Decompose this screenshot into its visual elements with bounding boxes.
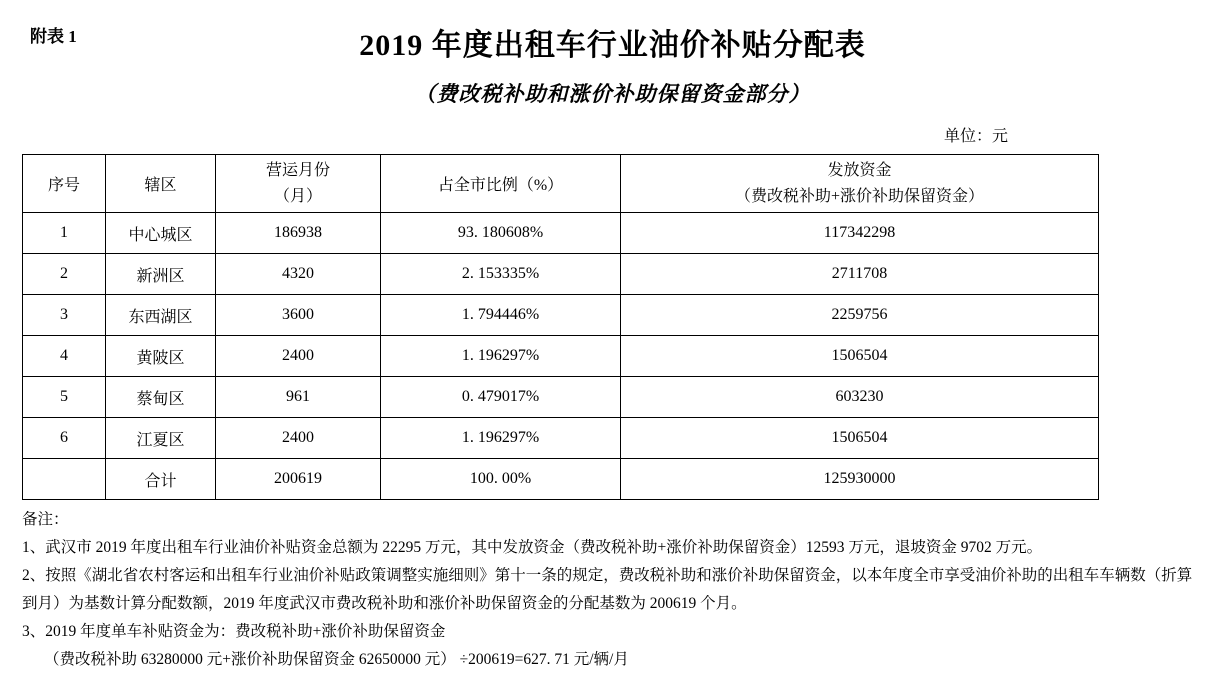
note-item-2: 2、按照《湖北省农村客运和出租车行业油价补贴政策调整实施细则》第十一条的规定，费改税补助和涨价补助保留资金，以本年度全市享受油价补助的出租车车辆数（折算到月）为基数计算分配数额，2019 年度武汉市费改税补助和涨价补助保留资金的分配基数为 200619 个月。 — [22, 567, 1193, 613]
col-header-ratio: 占全市比例（%） — [381, 155, 621, 213]
table-header-row — [23, 155, 1099, 213]
cell-district: 黄陂区 — [106, 336, 216, 377]
cell-amount: 117342298 — [621, 213, 1099, 254]
table-row — [23, 254, 1099, 295]
cell-amount: 2259756 — [621, 295, 1099, 336]
cell-months: 200619 — [216, 459, 381, 500]
col-header-months-line2: （月） — [273, 187, 322, 205]
cell-ratio: 2. 153335% — [381, 254, 621, 295]
col-header-amount-line1: 发放资金 — [827, 161, 892, 179]
notes-section — [22, 506, 1207, 674]
subsidy-table — [22, 154, 1099, 500]
cell-district: 江夏区 — [106, 418, 216, 459]
col-header-seq: 序号 — [23, 155, 106, 213]
page-subtitle: （费改税补助和涨价补助保留资金部分） — [414, 82, 811, 106]
cell-ratio: 100. 00% — [381, 459, 621, 500]
col-header-amount — [621, 155, 1099, 213]
note-item-3-formula: （费改税补助 63280000 元+涨价补助保留资金 62650000 元） ÷200619=627. 71 元/辆/月 — [44, 651, 629, 669]
table-row — [23, 377, 1099, 418]
cell-ratio: 93. 180608% — [381, 213, 621, 254]
table-row — [23, 295, 1099, 336]
col-header-months — [216, 155, 381, 213]
cell-seq — [23, 459, 106, 500]
cell-district: 新洲区 — [106, 254, 216, 295]
col-header-amount-line2: （费改税补助+涨价补助保留资金） — [734, 187, 985, 205]
cell-amount: 125930000 — [621, 459, 1099, 500]
cell-amount: 1506504 — [621, 336, 1099, 377]
note-item-1: 1、武汉市 2019 年度出租车行业油价补贴资金总额为 22295 万元，其中发放资金（费改税补助+涨价补助保留资金）12593 万元，退坡资金 9702 万元。 — [22, 539, 1043, 557]
cell-amount: 2711708 — [621, 254, 1099, 295]
cell-district: 蔡甸区 — [106, 377, 216, 418]
table-row — [23, 336, 1099, 377]
cell-seq: 4 — [23, 336, 106, 377]
attachment-label: 附表 1 — [30, 27, 77, 46]
table-row — [23, 418, 1099, 459]
cell-ratio: 1. 794446% — [381, 295, 621, 336]
unit-note: 单位：元 — [943, 128, 1008, 146]
cell-ratio: 1. 196297% — [381, 336, 621, 377]
cell-seq: 2 — [23, 254, 106, 295]
cell-seq: 3 — [23, 295, 106, 336]
cell-amount: 1506504 — [621, 418, 1099, 459]
cell-months: 2400 — [216, 418, 381, 459]
cell-months: 2400 — [216, 336, 381, 377]
cell-seq: 5 — [23, 377, 106, 418]
table-row-total — [23, 459, 1099, 500]
page-title: 2019 年度出租车行业油价补贴分配表 — [359, 29, 866, 62]
col-header-months-line1: 营运月份 — [265, 161, 330, 179]
col-header-district: 辖区 — [106, 155, 216, 213]
cell-district: 东西湖区 — [106, 295, 216, 336]
cell-amount: 603230 — [621, 377, 1099, 418]
note-item-3: 3、2019 年度单车补贴资金为：费改税补助+涨价补助保留资金 — [22, 623, 446, 641]
cell-months: 186938 — [216, 213, 381, 254]
cell-district: 中心城区 — [106, 213, 216, 254]
cell-months: 961 — [216, 377, 381, 418]
table-row — [23, 213, 1099, 254]
cell-seq: 6 — [23, 418, 106, 459]
cell-district: 合计 — [106, 459, 216, 500]
cell-months: 3600 — [216, 295, 381, 336]
cell-seq: 1 — [23, 213, 106, 254]
cell-months: 4320 — [216, 254, 381, 295]
notes-heading: 备注： — [22, 511, 69, 529]
cell-ratio: 1. 196297% — [381, 418, 621, 459]
cell-ratio: 0. 479017% — [381, 377, 621, 418]
